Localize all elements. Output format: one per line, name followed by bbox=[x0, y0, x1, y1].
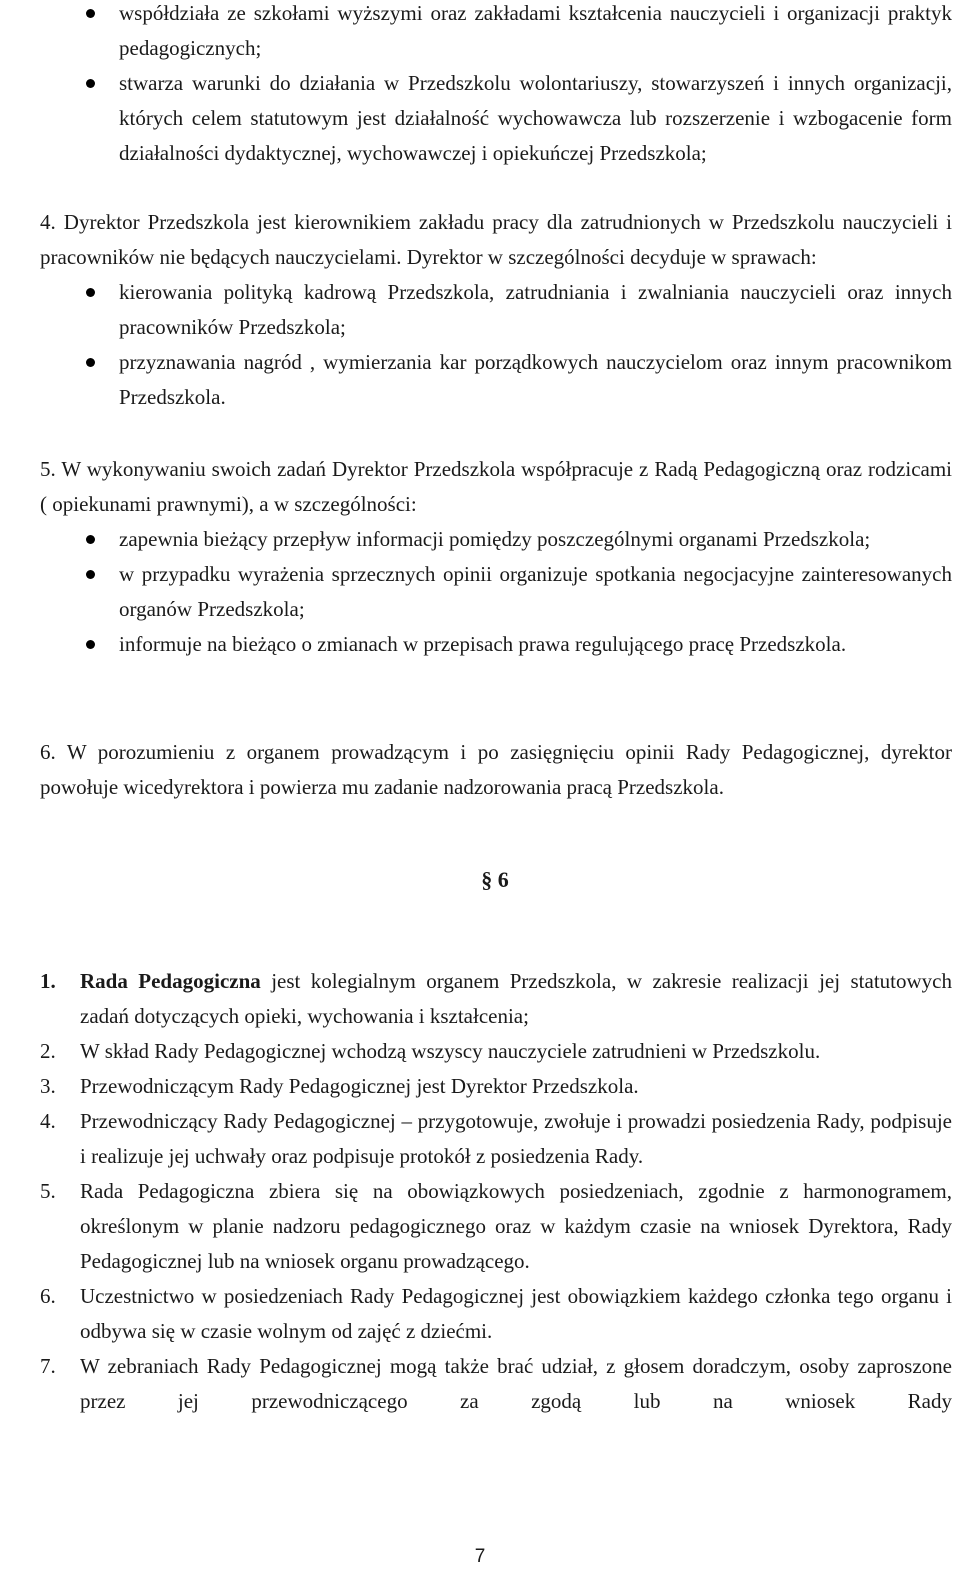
item-number: 7. bbox=[40, 1354, 56, 1378]
bullet-text: informuje na bieżąco o zmianach w przepisach prawa regulującego pracę Przedszkola. bbox=[119, 632, 847, 656]
item-number: 2. bbox=[40, 1039, 56, 1063]
list-item bbox=[40, 275, 952, 345]
bullet-icon bbox=[86, 288, 95, 297]
point-number: 5. bbox=[40, 457, 56, 481]
list-item bbox=[40, 627, 952, 662]
list-item bbox=[40, 345, 952, 415]
bullet-icon bbox=[86, 640, 95, 649]
page-number: 7 bbox=[474, 1546, 486, 1567]
item-number: 5. bbox=[40, 1179, 56, 1203]
point-6 bbox=[40, 735, 952, 805]
point-4 bbox=[40, 205, 952, 415]
bullet-icon bbox=[86, 535, 95, 544]
bullet-text: zapewnia bieżący przepływ informacji pomiędzy poszczególnymi organami Przedszkola; bbox=[119, 527, 871, 551]
list-item bbox=[40, 1104, 952, 1174]
list-item bbox=[40, 66, 952, 171]
point-6-paragraph bbox=[40, 735, 952, 805]
bullet-text: stwarza warunki do działania w Przedszkolu wolontariuszy, stowarzyszeń i innych organizacji, których celem statutowym jest działalność wychowawcza lub rozszerzenie i wzbogacenie form działalności dydaktycznej, wychowawczej i opiekuńczej Przedszkola; bbox=[119, 71, 952, 165]
bullet-text: przyznawania nagród , wymierzania kar porządkowych nauczycielom oraz innym pracownikom Przedszkola. bbox=[119, 350, 952, 409]
list-item bbox=[40, 522, 952, 557]
item-text: Uczestnictwo w posiedzeniach Rady Pedagogicznej jest obowiązkiem każdego członka tego organu i odbywa się w czasie wolnym od zajęć z dziećmi. bbox=[80, 1284, 952, 1343]
bullet-icon bbox=[86, 570, 95, 579]
item-text: W skład Rady Pedagogicznej wchodzą wszyscy nauczyciele zatrudnieni w Przedszkolu. bbox=[80, 1039, 821, 1063]
point-4-paragraph bbox=[40, 205, 952, 275]
bullet-text: kierowania polityką kadrową Przedszkola, zatrudniania i zwalniania nauczycieli oraz innych pracowników Przedszkola; bbox=[119, 280, 952, 339]
section-heading: § 6 bbox=[481, 867, 509, 892]
item-number: 4. bbox=[40, 1109, 56, 1133]
point-5-paragraph bbox=[40, 452, 952, 522]
item-number: 3. bbox=[40, 1074, 56, 1098]
bullet-text: w przypadku wyrażenia sprzecznych opinii organizuje spotkania negocjacyjne zainteresowanych organów Przedszkola; bbox=[119, 562, 952, 621]
point-text: Dyrektor Przedszkola jest kierownikiem zakładu pracy dla zatrudnionych w Przedszkolu nauczycieli i pracowników nie będących nauczycielami. Dyrektor w szczególności decyduje w sprawach: bbox=[40, 210, 953, 269]
item-bold-term: Rada Pedagogiczna bbox=[80, 969, 261, 993]
point-number: 6. bbox=[40, 740, 56, 764]
list-item bbox=[40, 0, 952, 66]
item-text: Przewodniczącym Rady Pedagogicznej jest Dyrektor Przedszkola. bbox=[80, 1074, 639, 1098]
list-item bbox=[40, 964, 952, 1034]
item-text: jest kolegialnym organem Przedszkola, w zakresie realizacji jej statutowych zadań dotyczących opieki, wychowania i kształcenia; bbox=[80, 969, 952, 1028]
list-item bbox=[40, 1349, 952, 1419]
item-number: 6. bbox=[40, 1284, 56, 1308]
item-number: 1. bbox=[40, 969, 56, 993]
bullet-text: współdziała ze szkołami wyższymi oraz zakładami kształcenia nauczycieli i organizacji praktyk pedagogicznych; bbox=[119, 1, 952, 60]
point-text: W wykonywaniu swoich zadań Dyrektor Przedszkola współpracuje z Radą Pedagogiczną oraz rodzicami ( opiekunami prawnymi), a w szczególności: bbox=[40, 457, 953, 516]
list-item bbox=[40, 557, 952, 627]
item-text: Rada Pedagogiczna zbiera się na obowiązkowych posiedzeniach, zgodnie z harmonogramem, określonym w planie nadzoru pedagogicznego oraz w każdym czasie na wniosek Dyrektora, Rady Pedagogicznej lub na wniosek organu prowadzącego. bbox=[80, 1179, 952, 1273]
item-text: W zebraniach Rady Pedagogicznej mogą także brać udział, z głosem doradczym, osoby zaproszone przez jej przewodniczącego za zgodą lub na wniosek Rady bbox=[80, 1354, 952, 1413]
bullet-icon bbox=[86, 79, 95, 88]
top-bullet-list bbox=[40, 0, 952, 171]
list-item bbox=[40, 1034, 952, 1069]
bullet-icon bbox=[86, 358, 95, 367]
list-item bbox=[40, 1279, 952, 1349]
council-list bbox=[40, 964, 952, 1419]
item-text: Przewodniczący Rady Pedagogicznej – przygotowuje, zwołuje i prowadzi posiedzenia Rady, podpisuje i realizuje jej uchwały oraz podpisuje protokół z posiedzenia Rady. bbox=[80, 1109, 952, 1168]
list-item bbox=[40, 1069, 952, 1104]
point-5 bbox=[40, 452, 952, 662]
point-text: W porozumieniu z organem prowadzącym i po zasięgnięciu opinii Rady Pedagogicznej, dyrektor powołuje wicedyrektora i powierza mu zadanie nadzorowania pracą Przedszkola. bbox=[40, 740, 952, 799]
list-item bbox=[40, 1174, 952, 1279]
bullet-icon bbox=[86, 9, 95, 18]
point-number: 4. bbox=[40, 210, 56, 234]
